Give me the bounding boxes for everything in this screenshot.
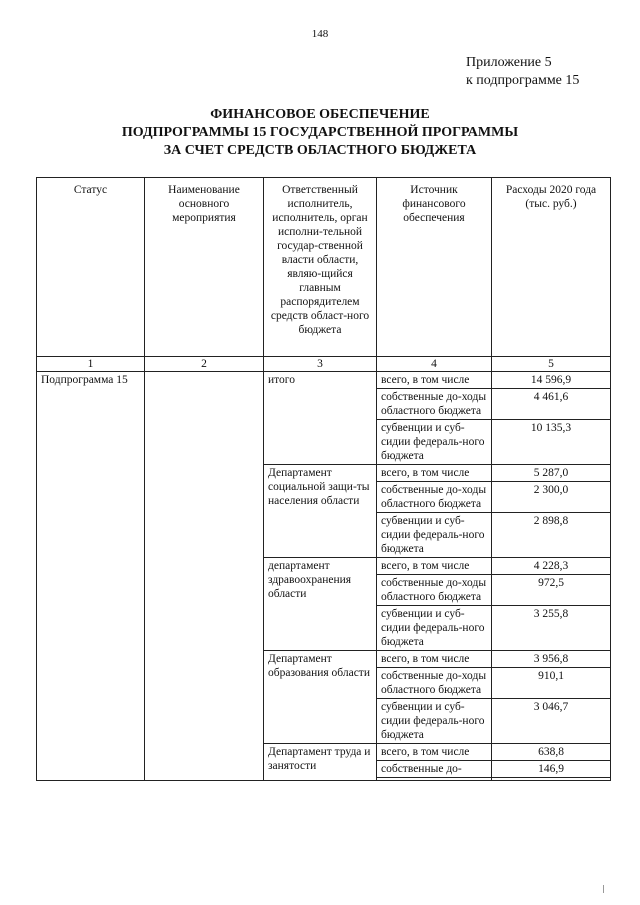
status-cell: Подпрограмма 15 <box>37 372 145 781</box>
executor-cell: Департамент социальной защи-ты населения области <box>264 465 377 558</box>
financing-table <box>36 177 611 781</box>
column-number: 1 <box>37 357 145 372</box>
executor-cell: департамент здравоохранения области <box>264 558 377 651</box>
amount-cell: 972,5 <box>492 575 611 606</box>
amount-cell: 3 255,8 <box>492 606 611 651</box>
amount-cell: 638,8 <box>492 744 611 761</box>
source-cell: собственные до-ходы областного бюджета <box>377 482 492 513</box>
page-bottom-margin <box>0 838 640 905</box>
amount-cell <box>492 778 611 781</box>
column-number-row <box>37 357 611 372</box>
page-number: 148 <box>311 28 329 40</box>
header-status: Статус <box>37 178 145 357</box>
title-line-2: ПОДПРОГРАММЫ 15 ГОСУДАРСТВЕННОЙ ПРОГРАММЫ <box>121 125 519 140</box>
source-cell: собственные до-ходы областного бюджета <box>377 389 492 420</box>
source-cell: собственные до- <box>377 761 492 778</box>
source-cell: собственные до-ходы областного бюджета <box>377 668 492 699</box>
source-cell: всего, в том числе <box>377 651 492 668</box>
amount-cell: 2 300,0 <box>492 482 611 513</box>
source-cell: субвенции и суб-сидии федераль-ного бюджета <box>377 420 492 465</box>
source-cell: всего, в том числе <box>377 558 492 575</box>
header-activity: Наименование основного мероприятия <box>145 178 264 357</box>
source-cell: всего, в том числе <box>377 372 492 389</box>
source-cell <box>377 778 492 781</box>
amount-cell: 146,9 <box>492 761 611 778</box>
source-cell: субвенции и суб-сидии федераль-ного бюджета <box>377 606 492 651</box>
header-expenses: Расходы 2020 года (тыс. руб.) <box>492 178 611 357</box>
source-cell: собственные до-ходы областного бюджета <box>377 575 492 606</box>
source-cell: всего, в том числе <box>377 465 492 482</box>
header-executor: Ответственный исполнитель, исполнитель, орган исполни-тельной государ-ственной власти области, являю-щийся главным распорядителем средств област-ного бюджета <box>264 178 377 357</box>
activity-cell <box>145 372 264 781</box>
amount-cell: 3 046,7 <box>492 699 611 744</box>
scan-mark <box>603 885 604 893</box>
amount-cell: 4 228,3 <box>492 558 611 575</box>
executor-cell: итого <box>264 372 377 465</box>
amount-cell: 5 287,0 <box>492 465 611 482</box>
appendix-note <box>466 54 579 90</box>
table-row <box>37 372 611 389</box>
source-cell: субвенции и суб-сидии федераль-ного бюджета <box>377 513 492 558</box>
appendix-line-1: Приложение 5 <box>466 55 552 70</box>
executor-cell: Департамент труда и занятости <box>264 744 377 781</box>
header-source: Источник финансового обеспечения <box>377 178 492 357</box>
amount-cell: 910,1 <box>492 668 611 699</box>
source-cell: субвенции и суб-сидии федераль-ного бюджета <box>377 699 492 744</box>
title-line-1: ФИНАНСОВОЕ ОБЕСПЕЧЕНИЕ <box>210 107 430 122</box>
title-line-3: ЗА СЧЕТ СРЕДСТВ ОБЛАСТНОГО БЮДЖЕТА <box>163 143 477 158</box>
document-title <box>0 106 640 160</box>
column-number: 3 <box>264 357 377 372</box>
amount-cell: 10 135,3 <box>492 420 611 465</box>
executor-cell: Департамент образования области <box>264 651 377 744</box>
column-number: 2 <box>145 357 264 372</box>
amount-cell: 3 956,8 <box>492 651 611 668</box>
appendix-line-2: к подпрограмме 15 <box>466 73 580 88</box>
column-number: 5 <box>492 357 611 372</box>
amount-cell: 14 596,9 <box>492 372 611 389</box>
header-row <box>37 178 611 357</box>
amount-cell: 2 898,8 <box>492 513 611 558</box>
source-cell: всего, в том числе <box>377 744 492 761</box>
column-number: 4 <box>377 357 492 372</box>
amount-cell: 4 461,6 <box>492 389 611 420</box>
